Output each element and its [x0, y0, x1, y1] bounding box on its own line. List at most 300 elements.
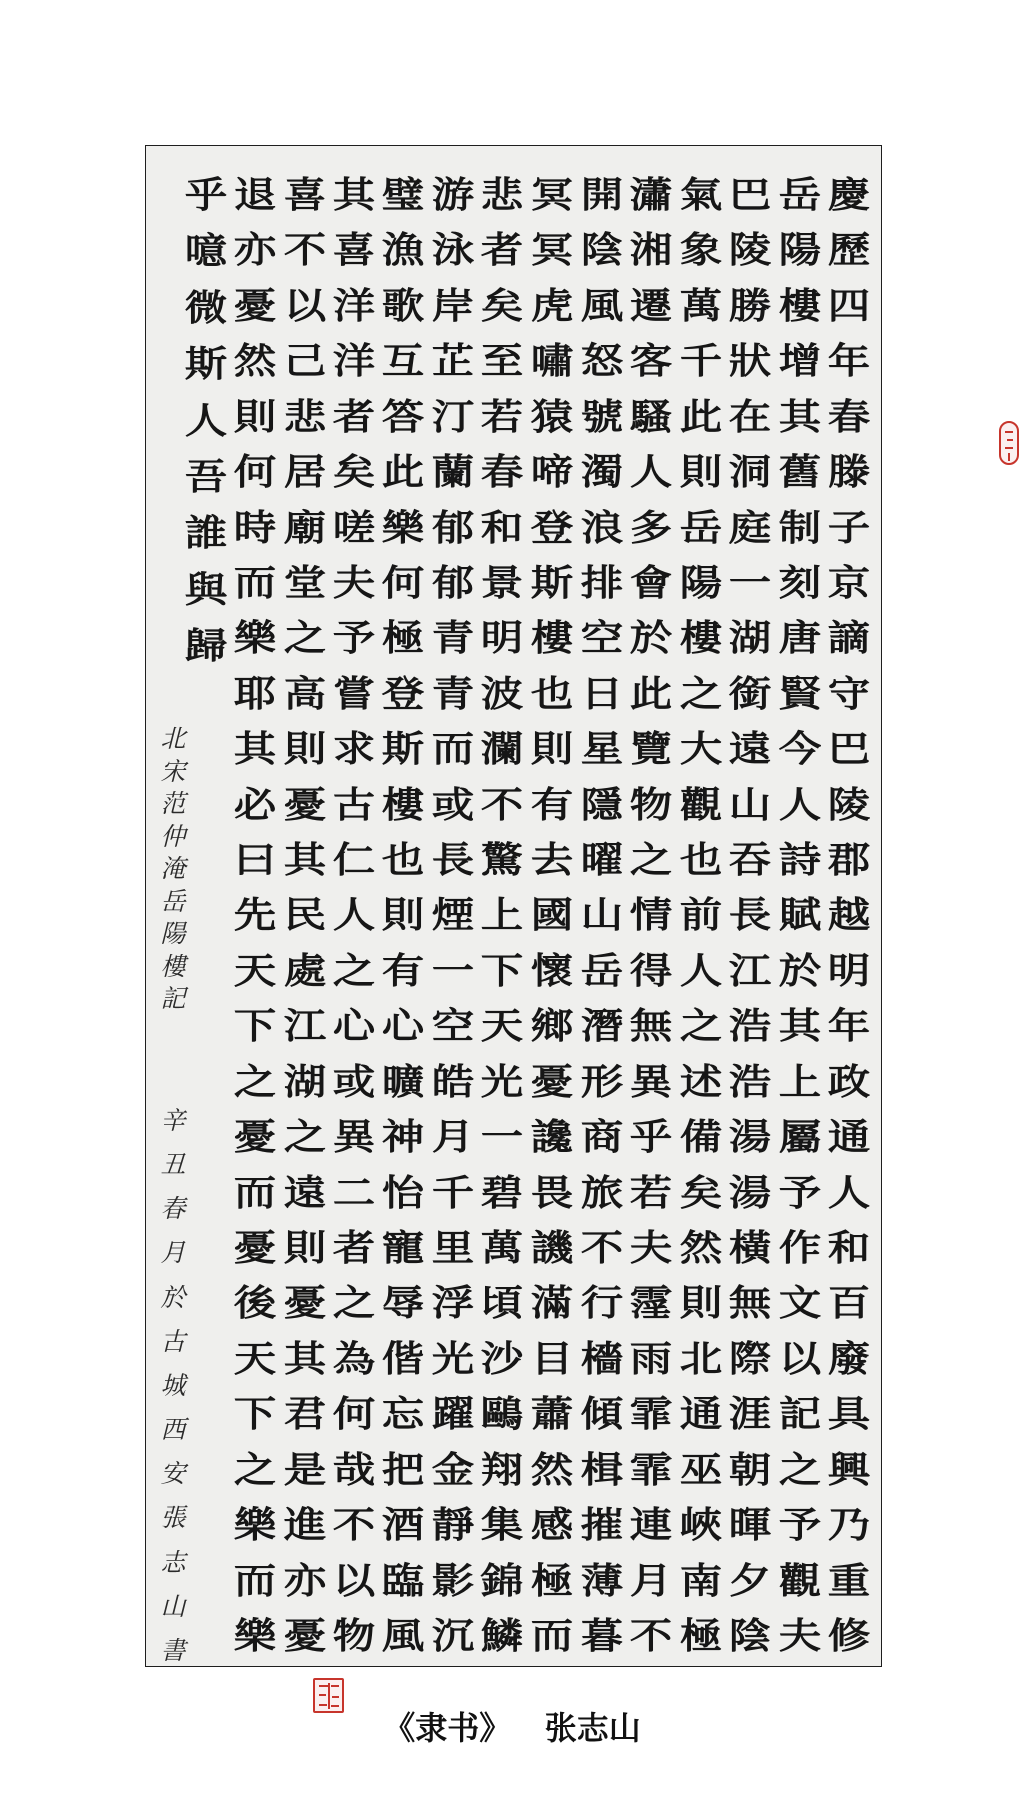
calligraphy-character: 物 [629, 783, 673, 826]
calligraphy-character: 銜 [728, 672, 772, 715]
calligraphy-character: 仁 [332, 839, 376, 882]
calligraphy-character: 處 [283, 949, 327, 992]
calligraphy-character: 極 [530, 1559, 574, 1602]
calligraphy-character: 漁 [381, 229, 425, 272]
calligraphy-character: 具 [827, 1393, 871, 1436]
calligraphy-character: 傾 [580, 1393, 624, 1436]
calligraphy-character: 登 [381, 672, 425, 715]
calligraphy-character: 泳 [431, 229, 475, 272]
calligraphy-character: 南 [679, 1559, 723, 1602]
calligraphy-character: 青 [431, 617, 475, 660]
calligraphy-character: 勝 [728, 284, 772, 327]
calligraphy-character: 然 [679, 1227, 723, 1270]
inscription-character: 月 [160, 1238, 186, 1268]
calligraphy-character: 氣 [679, 174, 723, 216]
inscription-character: 樓 [160, 951, 186, 981]
inscription-character: 城 [160, 1370, 186, 1400]
calligraphy-character: 浩 [728, 1060, 772, 1103]
calligraphy-character: 瀟 [629, 174, 673, 216]
calligraphy-character: 憂 [233, 1116, 277, 1159]
inscription-character: 范 [160, 789, 186, 818]
calligraphy-character: 狀 [728, 340, 772, 383]
calligraphy-character: 夫 [332, 561, 376, 604]
calligraphy-character: 民 [283, 894, 327, 937]
calligraphy-character: 郁 [431, 506, 475, 549]
calligraphy-character: 驚 [480, 839, 524, 882]
calligraphy-character: 悲 [283, 395, 327, 438]
calligraphy-character: 居 [283, 451, 327, 494]
calligraphy-character: 潛 [580, 1005, 624, 1048]
calligraphy-character: 一 [480, 1116, 524, 1159]
calligraphy-character: 青 [431, 672, 475, 715]
calligraphy-character: 猿 [530, 395, 574, 438]
calligraphy-character: 舊 [778, 451, 822, 494]
inscription-character: 淹 [160, 854, 186, 883]
calligraphy-character: 年 [827, 340, 871, 383]
calligraphy-character: 汀 [431, 395, 475, 438]
calligraphy-character: 空 [431, 1005, 475, 1048]
calligraphy-character: 屬 [778, 1116, 822, 1159]
calligraphy-character: 二 [332, 1171, 376, 1214]
calligraphy-character: 心 [381, 1005, 425, 1048]
text-column [228, 173, 282, 1658]
calligraphy-character: 寵 [381, 1227, 425, 1270]
calligraphy-character: 山 [728, 783, 772, 826]
calligraphy-character: 人 [184, 399, 228, 442]
calligraphy-character: 光 [431, 1337, 475, 1380]
calligraphy-character: 怒 [580, 340, 624, 383]
calligraphy-character: 物 [332, 1614, 376, 1657]
calligraphy-character: 明 [480, 617, 524, 660]
calligraphy-character: 己 [283, 340, 327, 383]
calligraphy-character: 樂 [381, 506, 425, 549]
calligraphy-character: 目 [530, 1337, 574, 1380]
calligraphy-character: 江 [728, 949, 772, 992]
calligraphy-character: 則 [283, 728, 327, 771]
calligraphy-character: 述 [679, 1060, 723, 1103]
calligraphy-character: 極 [679, 1614, 723, 1657]
calligraphy-character: 今 [778, 728, 822, 771]
calligraphy-character: 大 [679, 728, 723, 771]
inscription-character: 張 [160, 1503, 186, 1533]
calligraphy-character: 影 [431, 1559, 475, 1602]
calligraphy-character: 謫 [827, 617, 871, 660]
calligraphy-character: 之 [679, 672, 723, 715]
calligraphy-character: 之 [332, 949, 376, 992]
calligraphy-character: 噫 [184, 230, 228, 273]
calligraphy-character: 陵 [728, 229, 772, 272]
calligraphy-character: 以 [778, 1337, 822, 1380]
calligraphy-character: 下 [233, 1005, 277, 1048]
calligraphy-character: 陽 [778, 229, 822, 272]
calligraphy-character: 人 [679, 949, 723, 992]
calligraphy-character: 君 [283, 1393, 327, 1436]
calligraphy-character: 滿 [530, 1282, 574, 1325]
calligraphy-character: 矣 [332, 451, 376, 494]
calligraphy-character: 岳 [580, 949, 624, 992]
calligraphy-character: 上 [778, 1060, 822, 1103]
calligraphy-character: 制 [778, 506, 822, 549]
calligraphy-character: 子 [827, 506, 871, 549]
calligraphy-character: 不 [629, 1614, 673, 1657]
calligraphy-character: 哉 [332, 1448, 376, 1491]
calligraphy-character: 若 [480, 395, 524, 438]
calligraphy-character: 排 [580, 561, 624, 604]
calligraphy-character: 偕 [381, 1337, 425, 1380]
inscription-character: 記 [160, 984, 186, 1013]
calligraphy-character: 萬 [679, 284, 723, 327]
calligraphy-character: 一 [431, 949, 475, 992]
calligraphy-character: 去 [530, 839, 574, 882]
calligraphy-character: 亦 [283, 1559, 327, 1602]
calligraphy-character: 者 [332, 1227, 376, 1270]
calligraphy-character: 作 [778, 1227, 822, 1270]
calligraphy-character: 夫 [778, 1614, 822, 1657]
calligraphy-character: 岳 [679, 506, 723, 549]
calligraphy-character: 酒 [381, 1504, 425, 1547]
calligraphy-character: 必 [233, 783, 277, 826]
calligraphy-character: 以 [283, 284, 327, 327]
calligraphy-character: 微 [184, 286, 228, 329]
calligraphy-character: 於 [778, 949, 822, 992]
calligraphy-character: 畏 [530, 1171, 574, 1214]
calligraphy-character: 洋 [332, 284, 376, 327]
calligraphy-character: 星 [580, 728, 624, 771]
calligraphy-character: 和 [480, 506, 524, 549]
calligraphy-character: 薄 [580, 1559, 624, 1602]
calligraphy-character: 峽 [679, 1504, 723, 1547]
calligraphy-character: 雨 [629, 1337, 673, 1380]
calligraphy-character: 越 [827, 894, 871, 937]
calligraphy-character: 進 [283, 1504, 327, 1547]
calligraphy-character: 斯 [381, 728, 425, 771]
calligraphy-character: 遠 [283, 1171, 327, 1214]
calligraphy-character: 連 [629, 1504, 673, 1547]
inscription-character: 古 [160, 1326, 186, 1356]
calligraphy-character: 陰 [580, 229, 624, 272]
calligraphy-character: 旅 [580, 1171, 624, 1214]
calligraphy-character: 是 [283, 1448, 327, 1491]
calligraphy-character: 有 [381, 949, 425, 992]
calligraphy-character: 沙 [480, 1337, 524, 1380]
calligraphy-character: 其 [233, 728, 277, 771]
calligraphy-character: 號 [580, 395, 624, 438]
calligraphy-character: 暮 [580, 1614, 624, 1657]
calligraphy-character: 樂 [233, 1614, 277, 1657]
calligraphy-character: 巫 [679, 1448, 723, 1491]
inscription-character: 山 [160, 1591, 186, 1621]
calligraphy-character: 若 [629, 1171, 673, 1214]
calligraphy-character: 斯 [530, 561, 574, 604]
calligraphy-character: 蘭 [431, 451, 475, 494]
calligraphy-character: 通 [827, 1116, 871, 1159]
calligraphy-character: 廢 [827, 1337, 871, 1380]
calligraphy-character: 也 [381, 839, 425, 882]
inscription-character: 安 [160, 1459, 186, 1489]
calligraphy-character: 蕭 [530, 1393, 574, 1436]
calligraphy-character: 樓 [679, 617, 723, 660]
calligraphy-character: 遷 [629, 284, 673, 327]
calligraphy-character: 何 [233, 451, 277, 494]
calligraphy-character: 景 [480, 561, 524, 604]
calligraphy-character: 人 [332, 894, 376, 937]
calligraphy-character: 其 [283, 839, 327, 882]
calligraphy-character: 辱 [381, 1282, 425, 1325]
calligraphy-character: 下 [233, 1393, 277, 1436]
calligraphy-character: 不 [332, 1504, 376, 1547]
calligraphy-character: 觀 [778, 1559, 822, 1602]
calligraphy-character: 喜 [283, 174, 327, 216]
calligraphy-character: 天 [233, 949, 277, 992]
calligraphy-character: 怡 [381, 1171, 425, 1214]
calligraphy-character: 春 [480, 451, 524, 494]
calligraphy-character: 或 [332, 1060, 376, 1103]
calligraphy-character: 予 [778, 1171, 822, 1214]
calligraphy-character: 憂 [283, 1614, 327, 1657]
calligraphy-character: 天 [480, 1005, 524, 1048]
calligraphy-character: 陽 [679, 561, 723, 604]
calligraphy-character: 之 [283, 1116, 327, 1159]
calligraphy-character: 守 [827, 672, 871, 715]
calligraphy-character: 京 [827, 561, 871, 604]
inscription-character: 陽 [160, 919, 186, 948]
calligraphy-character: 增 [778, 340, 822, 383]
calligraphy-character: 古 [332, 783, 376, 826]
calligraphy-character: 霏 [629, 1448, 673, 1491]
calligraphy-character: 其 [778, 395, 822, 438]
calligraphy-character: 波 [480, 672, 524, 715]
calligraphy-character: 商 [580, 1116, 624, 1159]
inscription-character: 岳 [160, 886, 186, 916]
calligraphy-character: 予 [332, 617, 376, 660]
calligraphy-character: 把 [381, 1448, 425, 1491]
calligraphy-character: 憂 [283, 783, 327, 826]
calligraphy-character: 無 [629, 1005, 673, 1048]
calligraphy-character: 郡 [827, 839, 871, 882]
inscription-column [153, 724, 193, 1014]
calligraphy-character: 空 [580, 617, 624, 660]
calligraphy-character: 喜 [332, 229, 376, 272]
calligraphy-character: 廟 [283, 506, 327, 549]
calligraphy-character: 一 [728, 561, 772, 604]
calligraphy-character: 歌 [381, 284, 425, 327]
calligraphy-character: 江 [283, 1005, 327, 1048]
calligraphy-character: 臨 [381, 1559, 425, 1602]
calligraphy-character: 登 [530, 506, 574, 549]
calligraphy-character: 北 [679, 1337, 723, 1380]
calligraphy-character: 巴 [827, 728, 871, 771]
calligraphy-character: 則 [679, 451, 723, 494]
calligraphy-character: 修 [827, 1614, 871, 1657]
calligraphy-character: 感 [530, 1504, 574, 1547]
calligraphy-character: 頃 [480, 1282, 524, 1325]
calligraphy-character: 躍 [431, 1393, 475, 1436]
calligraphy-character: 巴 [728, 174, 772, 216]
calligraphy-character: 歷 [827, 229, 871, 272]
calligraphy-character: 之 [679, 1005, 723, 1048]
calligraphy-character: 備 [679, 1116, 723, 1159]
inscription-character: 辛 [160, 1106, 186, 1135]
calligraphy-character: 誰 [184, 512, 228, 555]
calligraphy-character: 異 [629, 1060, 673, 1103]
calligraphy-character: 皓 [431, 1060, 475, 1103]
calligraphy-character: 樓 [778, 284, 822, 327]
calligraphy-character: 岸 [431, 284, 475, 327]
calligraphy-character: 憂 [283, 1282, 327, 1325]
calligraphy-character: 虎 [530, 284, 574, 327]
calligraphy-character: 之 [283, 617, 327, 660]
calligraphy-character: 國 [530, 894, 574, 937]
calligraphy-character: 翔 [480, 1448, 524, 1491]
calligraphy-character: 山 [580, 894, 624, 937]
calligraphy-character: 和 [827, 1227, 871, 1270]
calligraphy-character: 百 [827, 1282, 871, 1325]
text-column [179, 173, 233, 668]
calligraphy-character: 者 [332, 395, 376, 438]
calligraphy-character: 記 [778, 1393, 822, 1436]
calligraphy-character: 乃 [827, 1504, 871, 1547]
calligraphy-character: 春 [827, 395, 871, 438]
calligraphy-character: 沉 [431, 1614, 475, 1657]
calligraphy-character: 下 [480, 949, 524, 992]
calligraphy-character: 人 [629, 451, 673, 494]
inscription-character: 仲 [160, 821, 186, 851]
calligraphy-character: 明 [827, 949, 871, 992]
calligraphy-character: 則 [283, 1227, 327, 1270]
calligraphy-character: 之 [629, 839, 673, 882]
calligraphy-character: 霏 [629, 1393, 673, 1436]
calligraphy-character: 天 [233, 1337, 277, 1380]
calligraphy-character: 形 [580, 1060, 624, 1103]
calligraphy-character: 靜 [431, 1504, 475, 1547]
calligraphy-character: 洞 [728, 451, 772, 494]
calligraphy-character: 無 [728, 1282, 772, 1325]
calligraphy-character: 則 [530, 728, 574, 771]
calligraphy-character: 而 [431, 728, 475, 771]
calligraphy-character: 至 [480, 340, 524, 383]
calligraphy-character: 有 [530, 783, 574, 826]
calligraphy-character: 先 [233, 894, 277, 937]
calligraphy-character: 退 [233, 174, 277, 216]
calligraphy-character: 其 [283, 1337, 327, 1380]
calligraphy-character: 霪 [629, 1282, 673, 1325]
calligraphy-character: 湯 [728, 1116, 772, 1159]
calligraphy-character: 冥 [530, 174, 574, 216]
calligraphy-character: 夕 [728, 1559, 772, 1602]
calligraphy-character: 在 [728, 395, 772, 438]
calligraphy-character: 游 [431, 174, 475, 216]
inscription-character: 宋 [160, 756, 186, 786]
inscription-character: 於 [160, 1282, 186, 1312]
calligraphy-character: 憂 [233, 1227, 277, 1270]
artwork-caption: 《隶书》 张志山 [383, 1709, 641, 1747]
calligraphy-character: 啼 [530, 451, 574, 494]
calligraphy-character: 錦 [480, 1559, 524, 1602]
calligraphy-character: 而 [233, 1559, 277, 1602]
calligraphy-character: 得 [629, 949, 673, 992]
calligraphy-character: 興 [827, 1448, 871, 1491]
calligraphy-character: 則 [679, 1282, 723, 1325]
calligraphy-character: 忘 [381, 1393, 425, 1436]
calligraphy-character: 耶 [233, 672, 277, 715]
calligraphy-character: 嗟 [332, 506, 376, 549]
inscription-character: 北 [160, 724, 186, 753]
calligraphy-character: 曰 [233, 839, 277, 882]
calligraphy-character: 楫 [580, 1448, 624, 1491]
calligraphy-character: 賦 [778, 894, 822, 937]
calligraphy-character: 摧 [580, 1504, 624, 1547]
inscription-character: 書 [160, 1635, 186, 1665]
calligraphy-character: 朝 [728, 1448, 772, 1491]
calligraphy-character: 鄉 [530, 1005, 574, 1048]
calligraphy-character: 矣 [679, 1171, 723, 1214]
calligraphy-character: 鷗 [480, 1393, 524, 1436]
calligraphy-character: 樂 [233, 617, 277, 660]
calligraphy-character: 也 [679, 839, 723, 882]
calligraphy-character: 重 [827, 1559, 871, 1602]
calligraphy-character: 浮 [431, 1282, 475, 1325]
calligraphy-character: 異 [332, 1116, 376, 1159]
calligraphy-character: 月 [629, 1559, 673, 1602]
inscription-character: 西 [160, 1415, 186, 1445]
calligraphy-character: 此 [679, 395, 723, 438]
calligraphy-character: 人 [778, 783, 822, 826]
calligraphy-character: 風 [580, 284, 624, 327]
calligraphy-character: 詩 [778, 839, 822, 882]
calligraphy-character: 互 [381, 340, 425, 383]
calligraphy-character: 上 [480, 894, 524, 937]
calligraphy-character: 冥 [530, 229, 574, 272]
calligraphy-character: 於 [629, 617, 673, 660]
calligraphy-character: 璧 [381, 174, 425, 216]
calligraphy-character: 而 [233, 561, 277, 604]
calligraphy-character: 高 [283, 672, 327, 715]
calligraphy-character: 其 [332, 174, 376, 216]
calligraphy-character: 滕 [827, 451, 871, 494]
calligraphy-character: 瀾 [480, 728, 524, 771]
calligraphy-character: 之 [332, 1282, 376, 1325]
calligraphy-character: 煙 [431, 894, 475, 937]
calligraphy-character: 樓 [530, 617, 574, 660]
calligraphy-character: 陵 [827, 783, 871, 826]
calligraphy-character: 不 [283, 229, 327, 272]
calligraphy-character: 鱗 [480, 1614, 524, 1657]
calligraphy-character: 不 [580, 1227, 624, 1270]
calligraphy-character: 行 [580, 1282, 624, 1325]
calligraphy-character: 前 [679, 894, 723, 937]
calligraphy-character: 遠 [728, 728, 772, 771]
calligraphy-character: 斯 [184, 343, 228, 386]
calligraphy-character: 橫 [728, 1227, 772, 1270]
calligraphy-character: 其 [778, 1005, 822, 1048]
calligraphy-character: 芷 [431, 340, 475, 383]
calligraphy-character: 人 [827, 1171, 871, 1214]
leading-seal-stamp [999, 421, 1019, 465]
calligraphy-character: 夫 [629, 1227, 673, 1270]
calligraphy-character: 則 [381, 894, 425, 937]
calligraphy-character: 碧 [480, 1171, 524, 1214]
inscription-character: 春 [160, 1194, 186, 1224]
calligraphy-character: 矣 [480, 284, 524, 327]
calligraphy-character: 不 [480, 783, 524, 826]
calligraphy-character: 會 [629, 561, 673, 604]
calligraphy-character: 觀 [679, 783, 723, 826]
calligraphy-character: 四 [827, 284, 871, 327]
calligraphy-character: 嘯 [530, 340, 574, 383]
calligraphy-character: 時 [233, 506, 277, 549]
calligraphy-character: 湖 [728, 617, 772, 660]
calligraphy-character: 洋 [332, 340, 376, 383]
